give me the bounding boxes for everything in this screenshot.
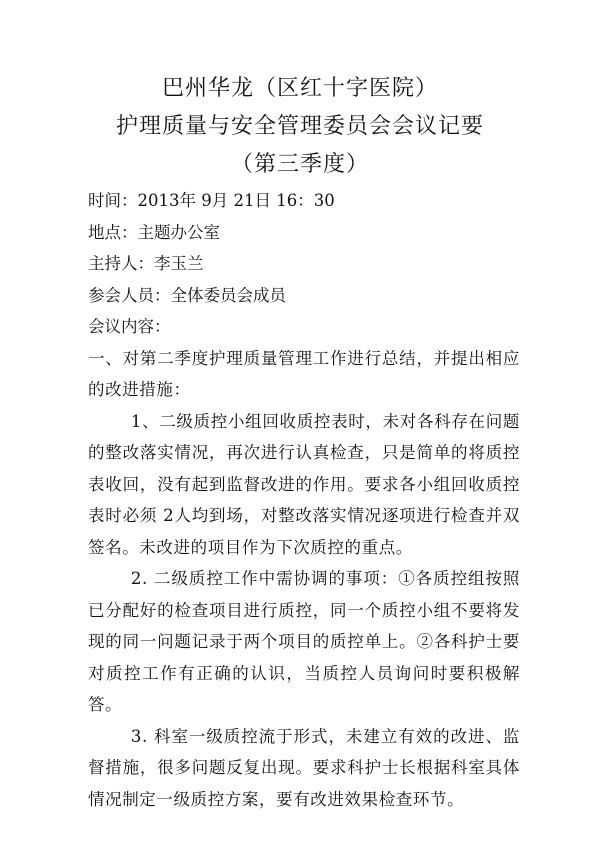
attendees-label: 参会人员：	[88, 285, 171, 305]
host-value: 李玉兰	[154, 254, 204, 273]
place-value: 主题办公室	[137, 222, 220, 242]
title-line-quarter: （第三季度）	[230, 152, 369, 177]
time-label: 时间：	[88, 191, 138, 210]
meta-place	[88, 217, 520, 249]
place-label: 地点：	[88, 222, 138, 242]
title-line-committee: 护理质量与安全管理委员会会议记要	[115, 114, 484, 139]
meta-content-label: 会议内容：	[88, 317, 171, 336]
time-value: 2013年 9月 21日 16：30	[137, 191, 335, 210]
document-body	[88, 185, 520, 815]
attendees-value: 全体委员会成员	[170, 285, 286, 305]
section-1-heading: 一、对第二季度护理质量管理工作进行总结，并提出相应的改进措施：	[88, 348, 520, 399]
title-line-hospital: 巴州华龙（区红十字医院）	[161, 76, 438, 101]
item-3: 3. 科室一级质控流于形式，未建立有效的改进、监督措施，很多问题反复出现。要求科护士长根据科室具体情况制定一级质控方案，要有改进效果检查环节。	[88, 726, 520, 809]
host-label: 主持人：	[88, 254, 154, 273]
item-1: 1、二级质控小组回收质控表时，未对各科存在问题的整改落实情况，再次进行认真检查，只是简单的将质控表收回，没有起到监督改进的作用。要求各小组回收质控表时必须 2人均到场，对整改落实情况逐项进行检查并双签名。未改进的项目作为下次质控的重点。	[88, 411, 520, 557]
meta-attendees	[88, 280, 520, 312]
item-2: 2. 二级质控工作中需协调的事项：①各质控组按照已分配好的检查项目进行质控，同一个质控小组不要将发现的同一问题记录于两个项目的质控单上。②各科护士要对质控工作有正确的认识，当质控人员询问时要积极解答。	[88, 569, 520, 714]
meta-time	[88, 185, 520, 217]
meta-host	[88, 248, 520, 280]
document-title	[0, 70, 600, 184]
